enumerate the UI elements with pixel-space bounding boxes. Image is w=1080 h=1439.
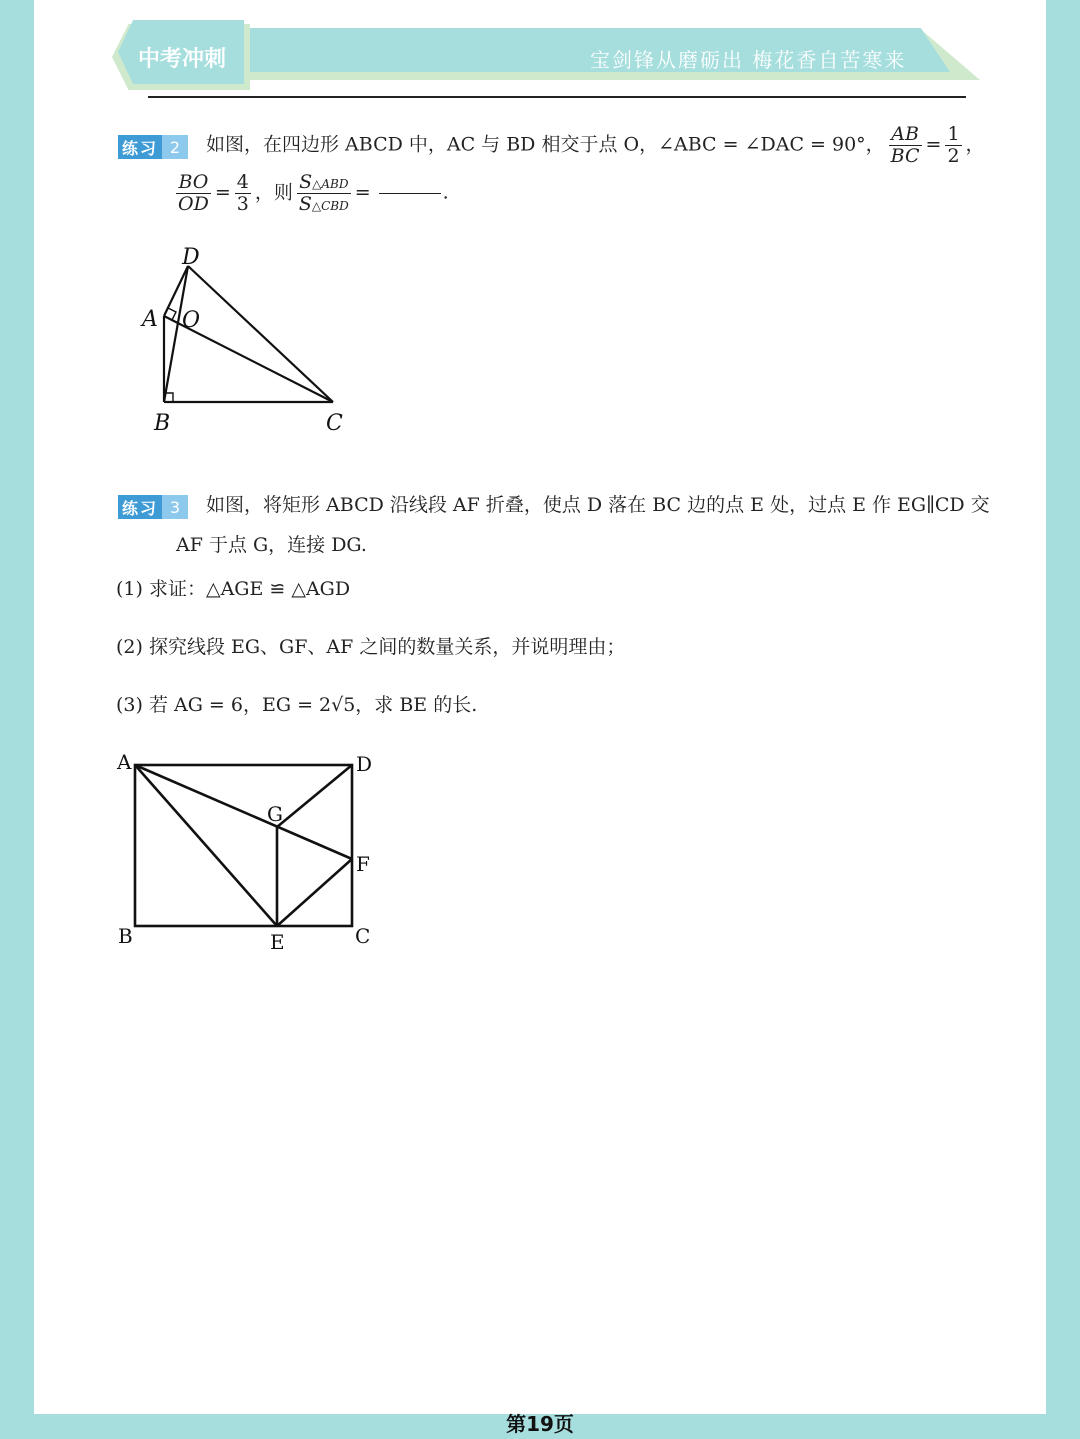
fraction-bo-od bbox=[176, 172, 211, 215]
fraction-numerator: BO bbox=[176, 172, 211, 194]
fraction-area-ratio bbox=[297, 172, 351, 215]
fraction-numerator: AB bbox=[889, 124, 922, 146]
header-motto: 宝剑锋从磨砺出 梅花香自苦寒来 bbox=[590, 48, 907, 72]
fraction-numerator: 4 bbox=[236, 171, 249, 193]
fraction-one-half bbox=[945, 124, 961, 167]
label-e: E bbox=[270, 930, 285, 954]
exercise-2-line-2 bbox=[172, 172, 449, 215]
exercise-badge-number: 3 bbox=[162, 495, 188, 519]
exercise-3-badge bbox=[118, 495, 188, 519]
label-c: C bbox=[355, 924, 371, 948]
label-d: D bbox=[356, 752, 373, 776]
header-divider bbox=[148, 96, 966, 98]
equals-sign: = bbox=[925, 133, 942, 156]
segment-dg bbox=[277, 765, 352, 827]
fraction-numerator: 1 bbox=[947, 123, 960, 145]
exercise-2-figure bbox=[130, 240, 370, 440]
segment-ef bbox=[277, 859, 352, 926]
equals-sign: = bbox=[354, 181, 371, 204]
fraction-denominator bbox=[297, 194, 351, 215]
exercise-badge-number: 2 bbox=[162, 135, 188, 159]
label-f: F bbox=[356, 852, 370, 876]
label-a: A bbox=[117, 750, 132, 774]
header-tag-label: 中考冲刺 bbox=[138, 47, 227, 72]
answer-blank bbox=[379, 193, 441, 194]
exercise-3-question-2: (2) 探究线段 EG、GF、AF 之间的数量关系，并说明理由； bbox=[116, 636, 626, 658]
comma: ， bbox=[965, 133, 985, 156]
segment-ae bbox=[135, 765, 277, 926]
then-text: ，则 bbox=[254, 181, 293, 204]
fraction-numerator bbox=[297, 172, 351, 194]
area-symbol: S bbox=[298, 192, 312, 215]
period: . bbox=[442, 181, 449, 204]
exercise-3-figure bbox=[110, 745, 390, 960]
label-a: A bbox=[142, 307, 158, 332]
area-symbol: S bbox=[299, 171, 313, 193]
segment-dc bbox=[188, 266, 333, 402]
fraction-ab-bc bbox=[889, 124, 922, 167]
exercise-2-line-1 bbox=[206, 124, 985, 167]
label-c: C bbox=[326, 411, 343, 436]
exercise-3-line-1: 如图，将矩形 ABCD 沿线段 AF 折叠，使点 D 落在 BC 边的点 E 处，过点 E 作 EG∥CD 交 bbox=[206, 494, 990, 516]
label-d: D bbox=[182, 245, 200, 270]
fraction-denominator: 3 bbox=[236, 192, 249, 215]
label-g: G bbox=[267, 802, 283, 826]
fraction-denominator: OD bbox=[178, 192, 209, 215]
exercise-badge-label: 练习 bbox=[118, 135, 162, 159]
fraction-denominator: 2 bbox=[947, 144, 960, 167]
exercise-3-question-1: (1) 求证：△AGE ≌ △AGD bbox=[116, 578, 351, 600]
exercise-3-question-3: (3) 若 AG = 6，EG = 2√5，求 BE 的长. bbox=[116, 694, 478, 716]
fraction-four-thirds bbox=[235, 172, 251, 215]
segment-bd bbox=[164, 266, 188, 402]
label-b: B bbox=[118, 924, 133, 948]
label-o: O bbox=[182, 308, 201, 333]
exercise-2-statement: 如图，在四边形 ABCD 中，AC 与 BD 相交于点 O，∠ABC = ∠DAC = 90°， bbox=[206, 133, 885, 156]
page-number: 第19页 bbox=[506, 1412, 574, 1436]
segment-af bbox=[135, 765, 352, 859]
equals-sign: = bbox=[214, 181, 231, 204]
exercise-badge-label: 练习 bbox=[118, 495, 162, 519]
exercise-3-line-2: AF 于点 G，连接 DG. bbox=[176, 534, 367, 556]
label-b: B bbox=[154, 411, 171, 436]
exercise-2-badge bbox=[118, 135, 188, 159]
fraction-denominator: BC bbox=[890, 144, 920, 167]
area-subscript-abd: △ABD bbox=[312, 177, 349, 191]
area-subscript-cbd: △CBD bbox=[311, 198, 349, 213]
